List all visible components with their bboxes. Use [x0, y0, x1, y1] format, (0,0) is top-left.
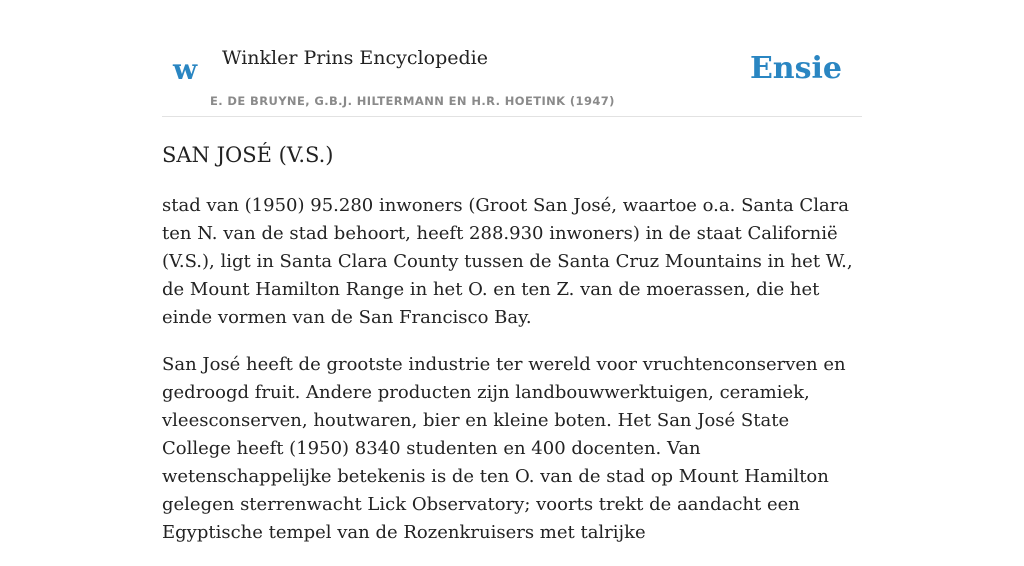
site-header: [162, 0, 862, 117]
publication-title[interactable]: Winkler Prins Encyclopedie: [222, 47, 488, 69]
winkler-prins-logo[interactable]: w: [173, 53, 198, 86]
publication-authors: E. DE BRUYNE, G.B.J. HILTERMANN EN H.R. HOETINK (1947): [210, 94, 615, 108]
article-title: SAN JOSÉ (V.S.): [162, 143, 334, 167]
article-paragraph: San José heeft de grootste industrie ter wereld voor vruchtenconserven en gedroogd fruit. Andere producten zijn landbouwwerktuigen, ceramiek, vleesconserven, houtwaren, bier en kleine boten. Het San José State College heeft (1950) 8340 studenten en 400 docenten. Van wetenschappelijke betekenis is de ten O. van de stad op Mount Hamilton gelegen sterrenwacht Lick Observatory; voorts trekt de aandacht een Egyptische tempel van de Rozenkruisers met talrijke: [162, 354, 846, 543]
ensie-brand-logo[interactable]: Ensie: [749, 51, 842, 86]
article-paragraph: stad van (1950) 95.280 inwoners (Groot San José, waartoe o.a. Santa Clara ten N. van de stad behoort, heeft 288.930 inwoners) in de staat Californië (V.S.), ligt in Santa Clara County tussen de Santa Cruz Mountains in het W., de Mount Hamilton Range in het O. en ten Z. van de moerassen, die het einde vormen van de San Francisco Bay.: [162, 195, 853, 328]
article-body: [162, 192, 862, 566]
